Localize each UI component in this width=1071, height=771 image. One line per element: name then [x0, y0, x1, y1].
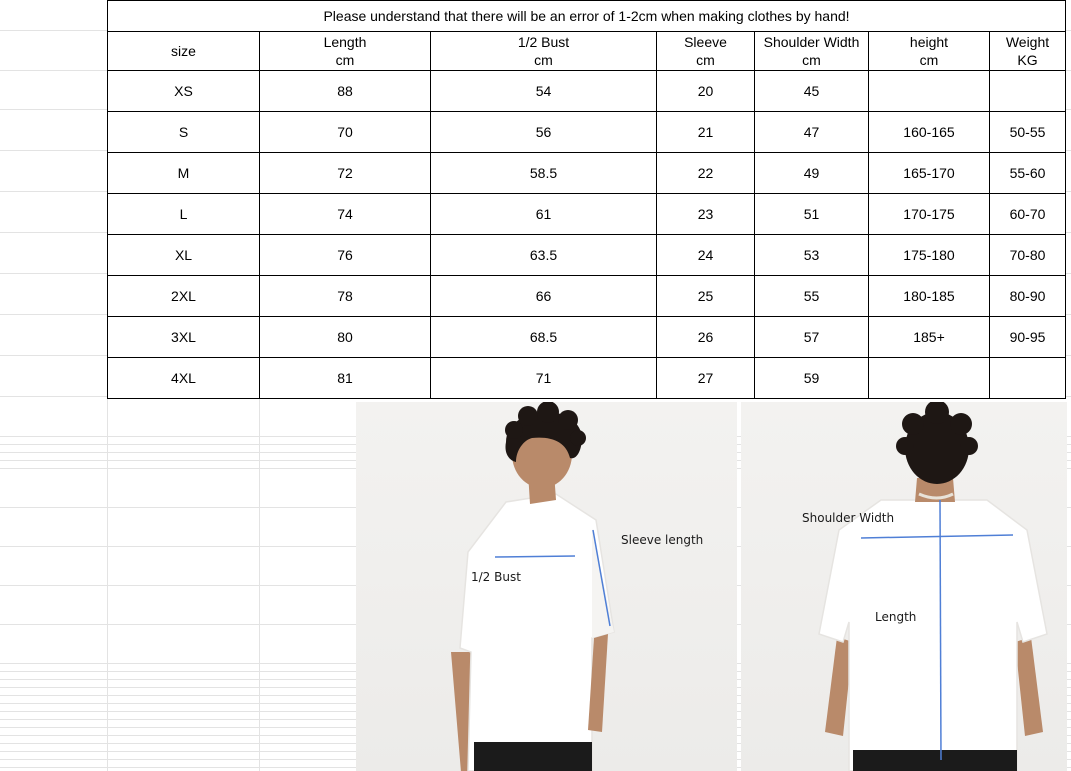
cell-weight[interactable]: 70-80 — [990, 235, 1066, 276]
header-weight[interactable]: Weight KG — [990, 32, 1066, 71]
back-model-illustration — [741, 402, 1067, 771]
cell-sleeve[interactable]: 22 — [657, 153, 755, 194]
cell-size[interactable]: XL — [108, 235, 260, 276]
cell-sleeve[interactable]: 23 — [657, 194, 755, 235]
cell-weight[interactable]: 80-90 — [990, 276, 1066, 317]
back-length-measure-line — [940, 500, 941, 760]
cell-height[interactable]: 185+ — [869, 317, 990, 358]
front-view-photo[interactable] — [356, 402, 737, 771]
cell-weight[interactable] — [990, 71, 1066, 112]
cell-length[interactable]: 70 — [260, 112, 431, 153]
header-height[interactable]: height cm — [869, 32, 990, 71]
cell-size[interactable]: 4XL — [108, 358, 260, 399]
table-row — [108, 235, 1066, 276]
front-model-illustration — [356, 402, 737, 771]
cell-half-bust[interactable]: 56 — [431, 112, 657, 153]
cell-sleeve[interactable]: 26 — [657, 317, 755, 358]
cell-shoulder[interactable]: 55 — [755, 276, 869, 317]
cell-half-bust[interactable]: 54 — [431, 71, 657, 112]
table-row — [108, 194, 1066, 235]
cell-weight[interactable]: 50-55 — [990, 112, 1066, 153]
cell-half-bust[interactable]: 71 — [431, 358, 657, 399]
cell-size[interactable]: 3XL — [108, 317, 260, 358]
cell-length[interactable]: 81 — [260, 358, 431, 399]
cell-shoulder[interactable]: 49 — [755, 153, 869, 194]
back-view-photo[interactable] — [741, 402, 1067, 771]
cell-sleeve[interactable]: 20 — [657, 71, 755, 112]
table-row — [108, 71, 1066, 112]
table-row — [108, 153, 1066, 194]
sleeve-length-label: Sleeve length — [621, 533, 704, 547]
cell-height[interactable]: 180-185 — [869, 276, 990, 317]
cell-size[interactable]: L — [108, 194, 260, 235]
cell-height[interactable]: 170-175 — [869, 194, 990, 235]
note-row — [108, 1, 1066, 32]
cell-length[interactable]: 76 — [260, 235, 431, 276]
header-row — [108, 32, 1066, 71]
cell-sleeve[interactable]: 24 — [657, 235, 755, 276]
cell-height[interactable] — [869, 358, 990, 399]
cell-sleeve[interactable]: 27 — [657, 358, 755, 399]
cell-half-bust[interactable]: 58.5 — [431, 153, 657, 194]
cell-sleeve[interactable]: 21 — [657, 112, 755, 153]
header-length[interactable]: Length cm — [260, 32, 431, 71]
table-row — [108, 112, 1066, 153]
cell-height[interactable]: 175-180 — [869, 235, 990, 276]
shoulder-width-label: Shoulder Width — [802, 511, 895, 525]
header-sleeve[interactable]: Sleeve cm — [657, 32, 755, 71]
handmade-error-note[interactable]: Please understand that there will be an error of 1-2cm when making clothes by hand! — [108, 1, 1066, 32]
cell-shoulder[interactable]: 57 — [755, 317, 869, 358]
cell-length[interactable]: 88 — [260, 71, 431, 112]
table-row — [108, 317, 1066, 358]
cell-height[interactable] — [869, 71, 990, 112]
cell-size[interactable]: 2XL — [108, 276, 260, 317]
cell-weight[interactable]: 90-95 — [990, 317, 1066, 358]
table-row — [108, 276, 1066, 317]
cell-height[interactable]: 165-170 — [869, 153, 990, 194]
table-row — [108, 358, 1066, 399]
cell-weight[interactable]: 60-70 — [990, 194, 1066, 235]
cell-half-bust[interactable]: 63.5 — [431, 235, 657, 276]
cell-sleeve[interactable]: 25 — [657, 276, 755, 317]
cell-half-bust[interactable]: 66 — [431, 276, 657, 317]
cell-size[interactable]: XS — [108, 71, 260, 112]
cell-half-bust[interactable]: 68.5 — [431, 317, 657, 358]
header-half-bust[interactable]: 1/2 Bust cm — [431, 32, 657, 71]
cell-length[interactable]: 74 — [260, 194, 431, 235]
half-bust-label: 1/2 Bust — [471, 570, 521, 584]
size-chart-table — [107, 0, 1066, 399]
header-shoulder-width[interactable]: Shoulder Width cm — [755, 32, 869, 71]
cell-shoulder[interactable]: 53 — [755, 235, 869, 276]
cell-shoulder[interactable]: 47 — [755, 112, 869, 153]
cell-length[interactable]: 80 — [260, 317, 431, 358]
cell-shoulder[interactable]: 51 — [755, 194, 869, 235]
cell-half-bust[interactable]: 61 — [431, 194, 657, 235]
front-bust-measure-line — [495, 556, 575, 557]
cell-length[interactable]: 72 — [260, 153, 431, 194]
cell-shoulder[interactable]: 45 — [755, 71, 869, 112]
cell-length[interactable]: 78 — [260, 276, 431, 317]
cell-weight[interactable] — [990, 358, 1066, 399]
cell-height[interactable]: 160-165 — [869, 112, 990, 153]
cell-size[interactable]: S — [108, 112, 260, 153]
cell-shoulder[interactable]: 59 — [755, 358, 869, 399]
header-size[interactable]: size — [108, 32, 260, 71]
cell-weight[interactable]: 55-60 — [990, 153, 1066, 194]
cell-size[interactable]: M — [108, 153, 260, 194]
length-label: Length — [875, 610, 917, 624]
